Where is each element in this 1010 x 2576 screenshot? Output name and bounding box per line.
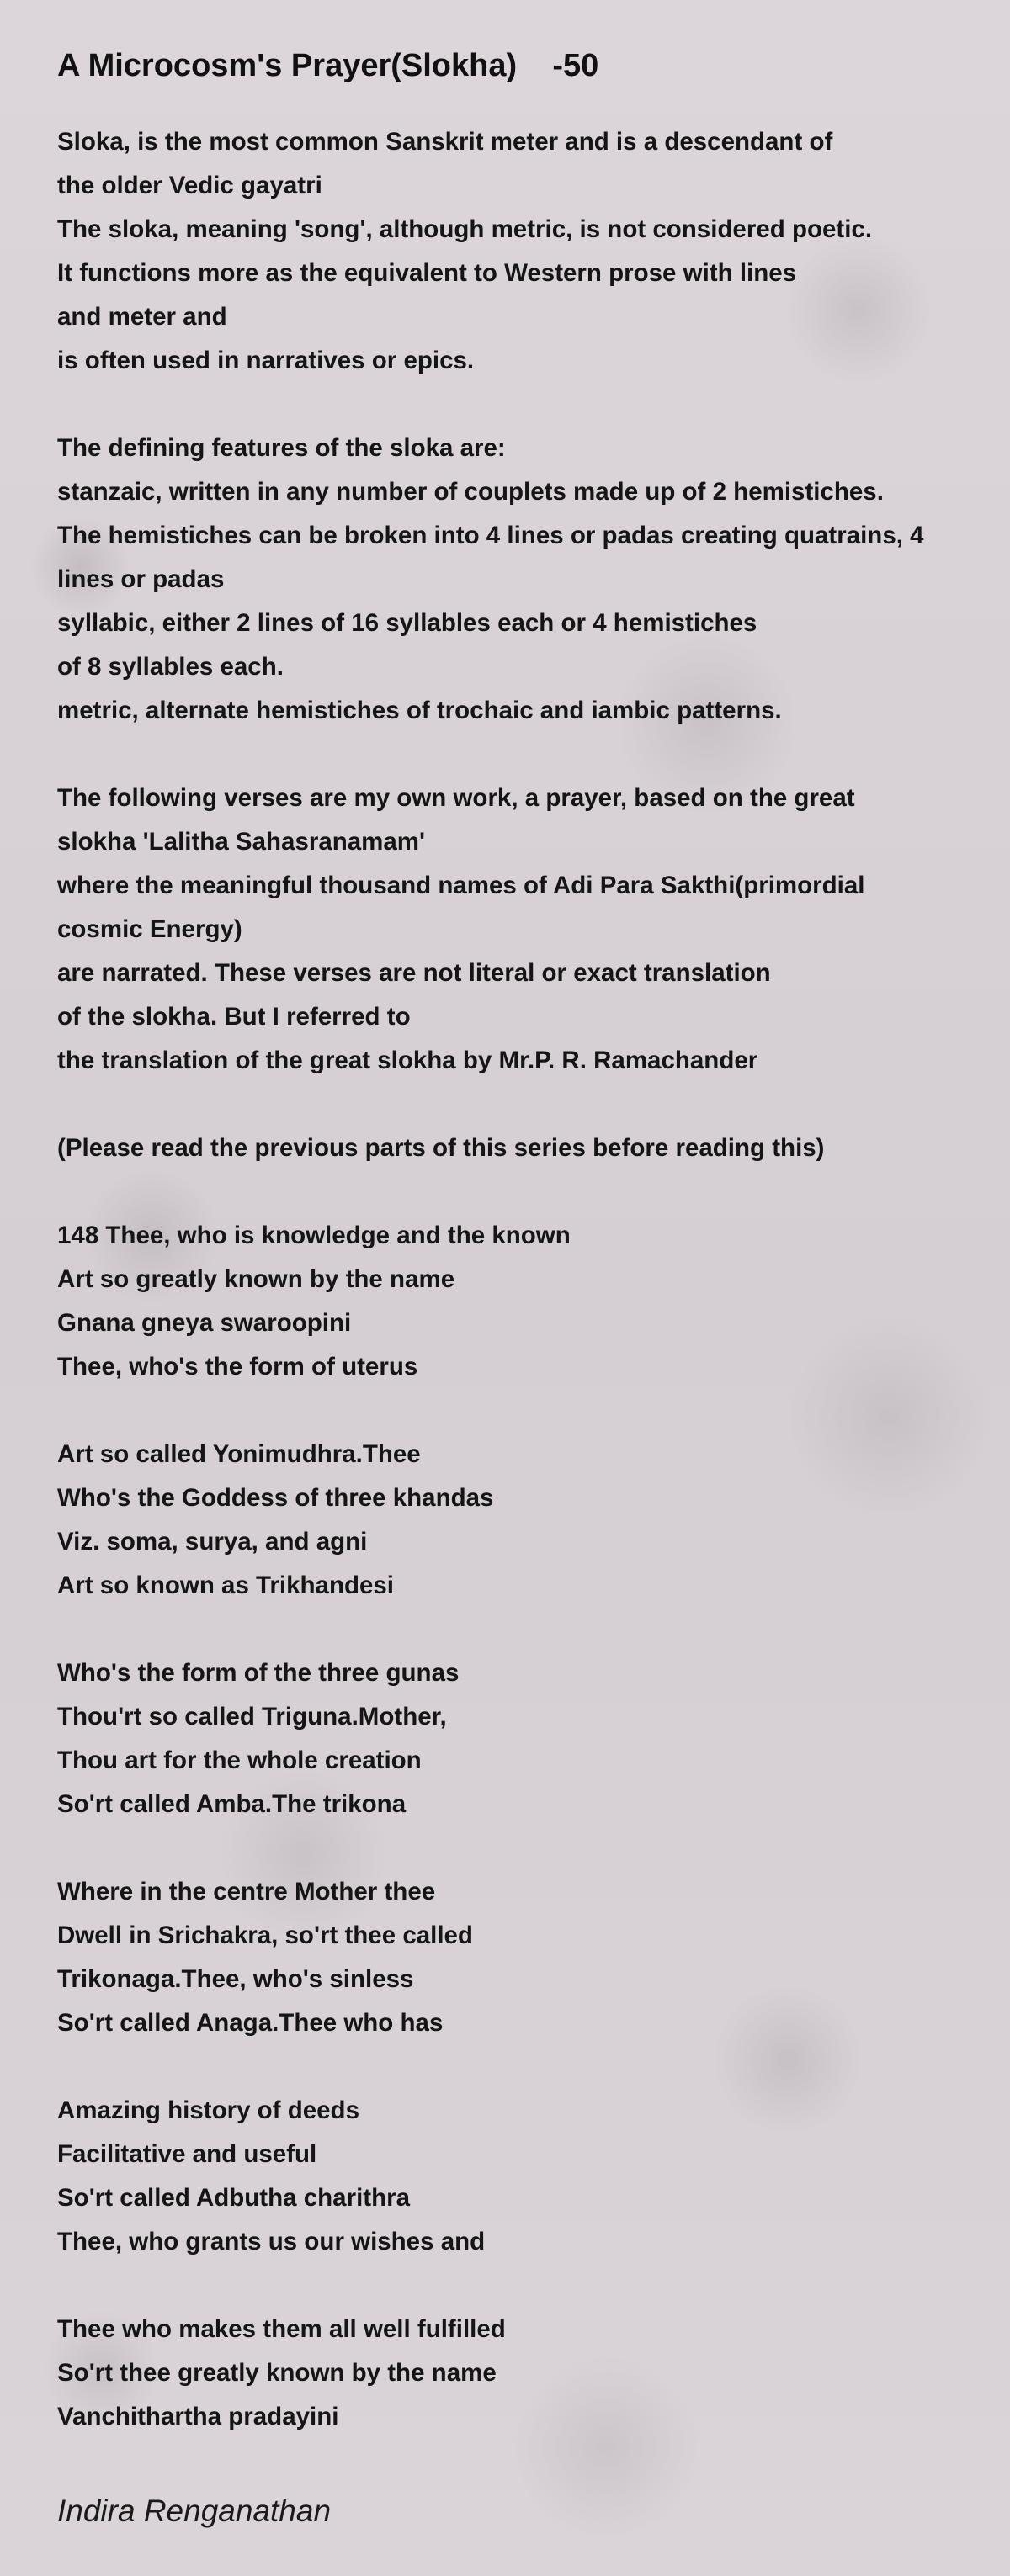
poem-line: lines or padas	[57, 565, 225, 593]
poem-line: where the meaningful thousand names of Adi Para Sakthi(primordial	[57, 872, 865, 899]
poem-line: Thee, who's the form of uterus	[57, 1353, 418, 1381]
stanza	[57, 427, 1010, 733]
stanza	[57, 120, 1010, 383]
poem-line: of the slokha. But I referred to	[57, 1003, 411, 1031]
poem-title: A Microcosm's Prayer(Slokha) -50	[57, 48, 599, 83]
stanza	[57, 1126, 1010, 1170]
poem-line: Thou'rt so called Triguna.Mother,	[57, 1703, 447, 1731]
stanza	[57, 1870, 1010, 2045]
poem-line: the translation of the great slokha by Mr.P. R. Ramachander	[57, 1047, 758, 1074]
poem-line: Thee, who grants us our wishes and	[57, 2228, 486, 2255]
poem-line: So'rt thee greatly known by the name	[57, 2359, 497, 2387]
stanza	[57, 2308, 1010, 2439]
poem-line: Thou art for the whole creation	[57, 1746, 422, 1774]
stanza	[57, 2089, 1010, 2264]
poem-line: of 8 syllables each.	[57, 653, 284, 681]
poem-line: stanzaic, written in any number of couplets made up of 2 hemistiches.	[57, 478, 884, 506]
poem-line: Facilitative and useful	[57, 2140, 317, 2168]
stanza	[57, 1651, 1010, 1826]
poem-line: The defining features of the sloka are:	[57, 434, 506, 462]
poem-line: is often used in narratives or epics.	[57, 347, 475, 374]
poem-line: slokha 'Lalitha Sahasranamam'	[57, 828, 426, 856]
poem-line: Trikonaga.Thee, who's sinless	[57, 1965, 414, 1993]
poem-line: Art so known as Trikhandesi	[57, 1572, 394, 1599]
poem-line: and meter and	[57, 303, 227, 331]
poem-line: So'rt called Amba.The trikona	[57, 1790, 407, 1818]
poem-line: Where in the centre Mother thee	[57, 1878, 436, 1905]
poem-line: Dwell in Srichakra, so'rt thee called	[57, 1921, 473, 1949]
poem-line: Art so called Yonimudhra.Thee	[57, 1440, 421, 1468]
stanza	[57, 1214, 1010, 1389]
poem-body	[57, 120, 1010, 2439]
poem-line: Thee who makes them all well fulfilled	[57, 2315, 506, 2343]
stanza	[57, 1433, 1010, 1608]
poem-line: Amazing history of deeds	[57, 2096, 359, 2124]
poem-line: So'rt called Adbutha charithra	[57, 2184, 410, 2212]
poem-line: syllabic, either 2 lines of 16 syllables each or 4 hemistiches	[57, 609, 758, 637]
poem-line: It functions more as the equivalent to Western prose with lines	[57, 259, 797, 287]
poem-line: Art so greatly known by the name	[57, 1265, 455, 1293]
author-name: Indira Renganathan	[57, 2494, 332, 2528]
poem-line: the older Vedic gayatri	[57, 172, 322, 199]
poem-line: 148 Thee, who is knowledge and the known	[57, 1222, 571, 1249]
stanza	[57, 777, 1010, 1083]
poem-line: Who's the Goddess of three khandas	[57, 1484, 494, 1512]
poem-line: are narrated. These verses are not literal or exact translation	[57, 959, 771, 987]
poem-line: (Please read the previous parts of this series before reading this)	[57, 1134, 825, 1162]
poem-line: Who's the form of the three gunas	[57, 1659, 460, 1687]
poem-line: cosmic Energy)	[57, 915, 242, 943]
poem-line: Vanchithartha pradayini	[57, 2403, 339, 2430]
poem-line: The hemistiches can be broken into 4 lines or padas creating quatrains, 4	[57, 522, 924, 549]
poem-line: Gnana gneya swaroopini	[57, 1309, 352, 1337]
poem-line: Sloka, is the most common Sanskrit meter and is a descendant of	[57, 128, 833, 156]
poem-line: The sloka, meaning 'song', although metric, is not considered poetic.	[57, 215, 873, 243]
poem-line: So'rt called Anaga.Thee who has	[57, 2009, 444, 2037]
poem-line: metric, alternate hemistiches of trochaic and iambic patterns.	[57, 697, 782, 724]
poem-line: Viz. soma, surya, and agni	[57, 1528, 368, 1556]
poem-line: The following verses are my own work, a prayer, based on the great	[57, 784, 855, 812]
